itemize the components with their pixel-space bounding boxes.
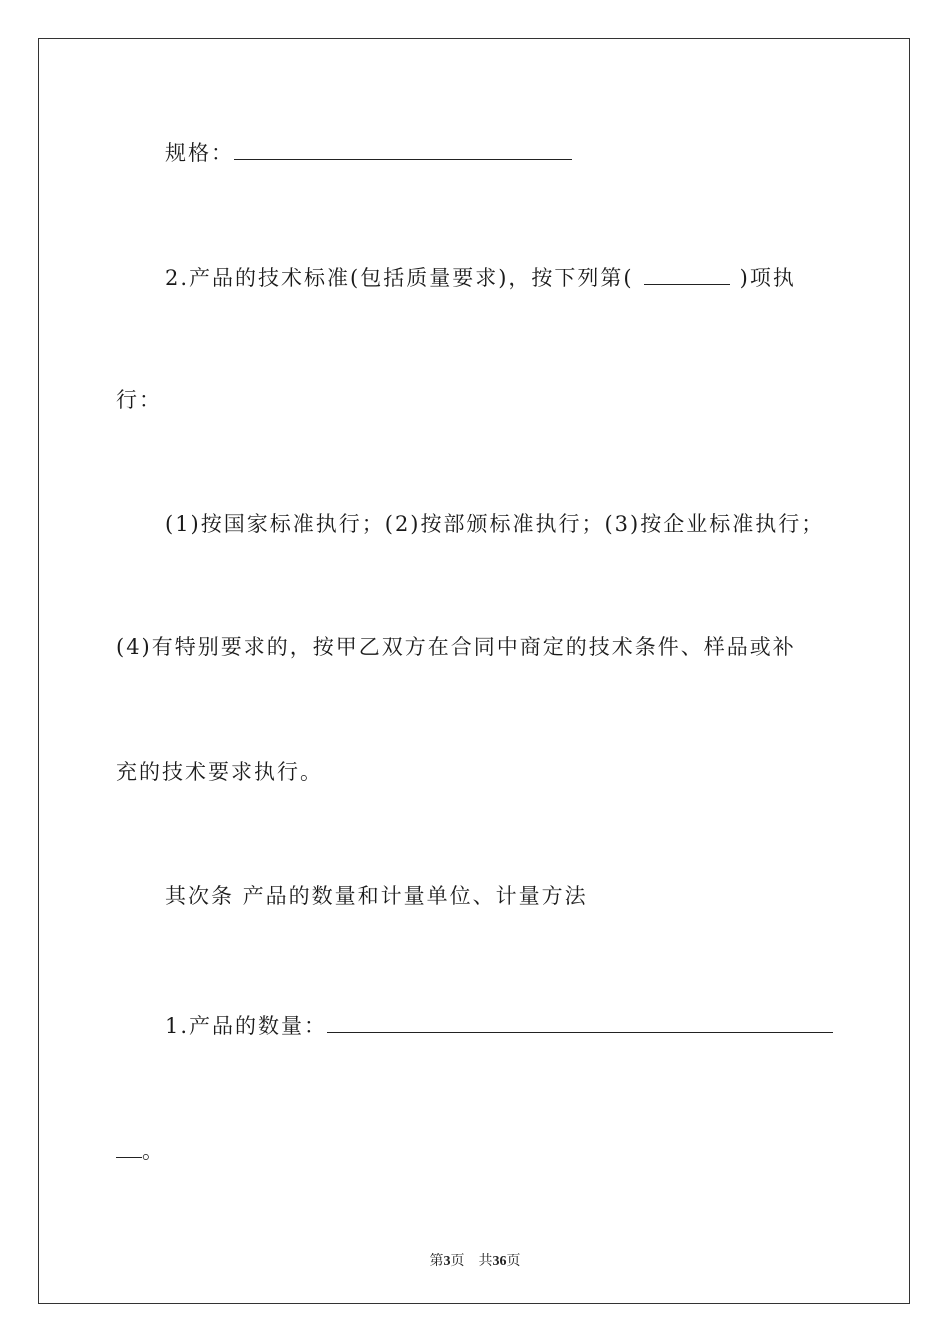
footer-total-prefix: 共 xyxy=(478,1254,493,1269)
spec-label: 规格： xyxy=(165,141,234,165)
quantity-line xyxy=(165,1013,833,1037)
footer-page-prefix: 第 xyxy=(429,1254,444,1269)
options-line1 xyxy=(165,514,824,535)
standard-paragraph-line2 xyxy=(116,390,162,411)
quantity-continuation xyxy=(116,1138,165,1162)
footer-page-number: 3 xyxy=(443,1254,451,1269)
footer-page-suffix: 页 xyxy=(450,1254,465,1269)
standard-text-part2: )项执 xyxy=(739,266,796,290)
quantity-blank xyxy=(327,1013,833,1033)
options-line3 xyxy=(116,762,323,783)
footer-total-pages: 36 xyxy=(492,1254,507,1269)
standard-paragraph-line1 xyxy=(165,265,796,289)
standard-text-part3: 行： xyxy=(116,388,162,412)
options-text-3: 充的技术要求执行。 xyxy=(116,760,323,784)
quantity-blank-continued xyxy=(116,1138,142,1158)
page-border xyxy=(38,38,910,1304)
spec-blank xyxy=(234,140,572,160)
article2-heading-text: 其次条 产品的数量和计量单位、计量方法 xyxy=(165,884,588,908)
article2-heading xyxy=(165,886,588,907)
standard-item-blank xyxy=(644,265,730,285)
quantity-label: 1.产品的数量： xyxy=(165,1014,328,1038)
spec-line xyxy=(165,140,572,164)
options-text-1: (1)按国家标准执行；(2)按部颁标准执行；(3)按企业标准执行； xyxy=(165,512,825,536)
standard-text-part1: 2.产品的技术标准(包括质量要求)，按下列第( xyxy=(165,266,634,290)
options-text-2: (4)有特别要求的，按甲乙双方在合同中商定的技术条件、样品或补 xyxy=(116,635,796,659)
page-footer xyxy=(0,1250,950,1270)
options-line2 xyxy=(116,637,796,658)
footer-total-suffix: 页 xyxy=(506,1254,521,1269)
quantity-end-mark: 。 xyxy=(142,1139,165,1163)
